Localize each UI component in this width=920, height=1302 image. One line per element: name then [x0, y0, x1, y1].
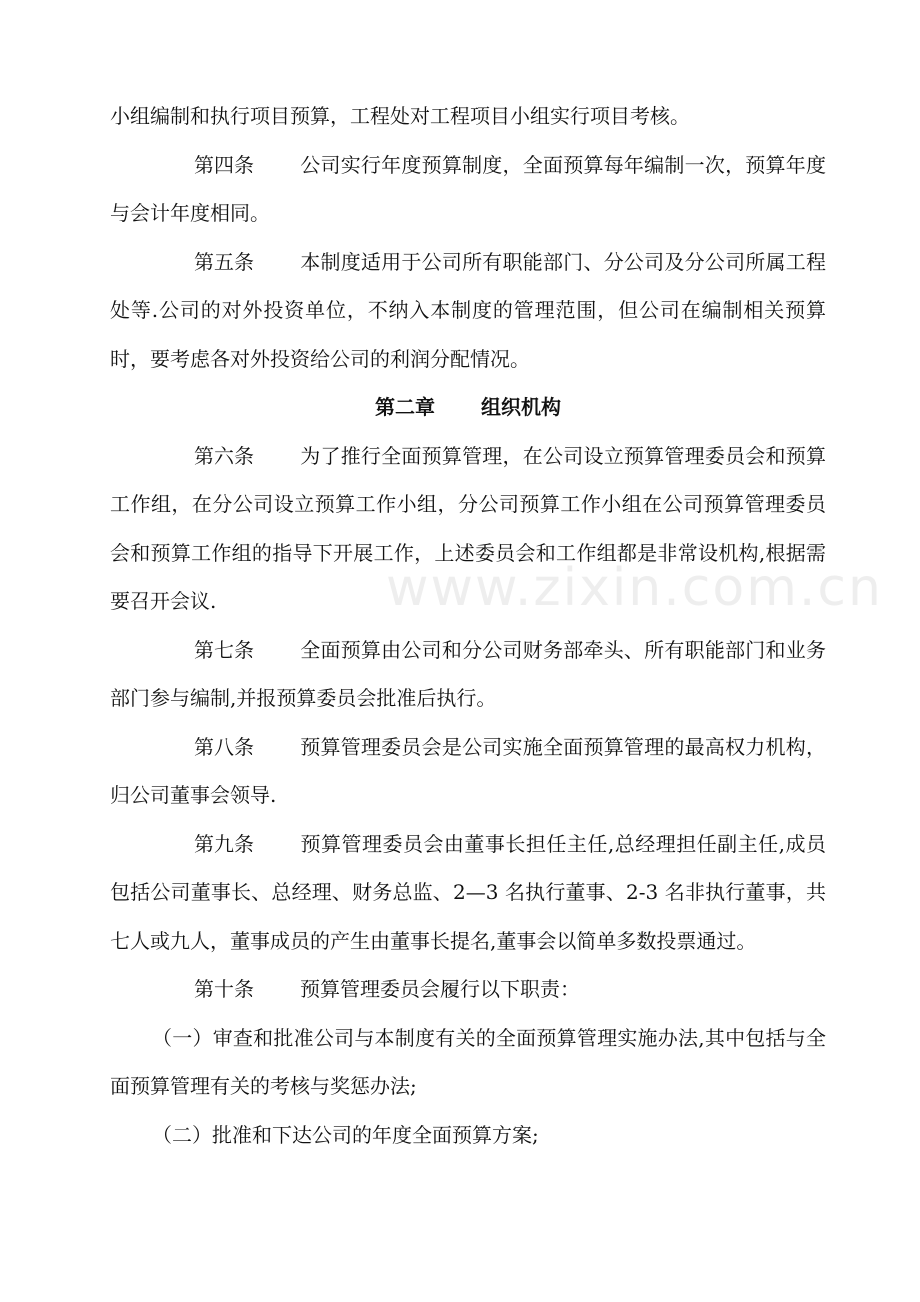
paragraph-continuation — [110, 92, 826, 141]
article-text: 为了推行全面预算管理，在公司设立预算管理委员会和预算工作组，在分公司设立预算工作小组，分公司预算工作小组在公司预算管理委员会和预算工作组的指导下开展工作，上述委员会和工作组都是非常设机构,根据需要召开会议. — [110, 443, 826, 613]
duty-item-2 — [110, 1111, 826, 1160]
article-number: 第十条 — [194, 977, 254, 1001]
article-number: 第八条 — [194, 734, 254, 759]
article-text: 全面预算由公司和分公司财务部牵头、所有职能部门和业务部门参与编制,并报预算委员会批准后执行。 — [110, 637, 826, 710]
article-5 — [110, 238, 826, 384]
article-8 — [110, 723, 826, 820]
article-number: 第五条 — [194, 249, 254, 274]
article-number: 第九条 — [194, 831, 254, 856]
duty-text: （一）审查和批准公司与本制度有关的全面预算管理实施办法,其中包括与全面预算管理有关的考核与奖惩办法; — [110, 1025, 826, 1098]
article-number: 第七条 — [194, 637, 254, 662]
article-7 — [110, 626, 826, 723]
article-number: 第六条 — [194, 443, 254, 468]
article-6 — [110, 432, 826, 626]
chapter-number: 第二章 — [375, 395, 435, 419]
article-9 — [110, 820, 826, 966]
duty-text: （二）批准和下达公司的年度全面预算方案; — [152, 1122, 539, 1147]
article-text: 公司实行年度预算制度，全面预算每年编制一次，预算年度与会计年度相同。 — [110, 152, 826, 225]
document-body — [110, 92, 826, 1159]
article-text: 预算管理委员会是公司实施全面预算管理的最高权力机构，归公司董事会领导. — [110, 734, 826, 807]
article-4 — [110, 141, 826, 238]
article-10 — [110, 965, 826, 1014]
article-text: 预算管理委员会履行以下职责： — [300, 977, 580, 1001]
chapter-heading — [110, 383, 826, 432]
article-text: 本制度适用于公司所有职能部门、分公司及分公司所属工程处等.公司的对外投资单位，不纳入本制度的管理范围，但公司在编制相关预算时，要考虑各对外投资给公司的利润分配情况。 — [110, 249, 826, 371]
chapter-title: 组织机构 — [481, 395, 561, 419]
duty-item-1 — [110, 1014, 826, 1111]
watermark: www.zixin.com.cn — [386, 558, 883, 618]
article-number: 第四条 — [194, 152, 254, 177]
article-text: 预算管理委员会由董事长担任主任,总经理担任副主任,成员包括公司董事长、总经理、财务总监、2—3 名执行董事、2-3 名非执行董事，共七人或九人，董事成员的产生由董事长提名,董事会以简单多数投票通过。 — [110, 831, 826, 953]
paragraph-text: 小组编制和执行项目预算，工程处对工程项目小组实行项目考核。 — [110, 104, 690, 128]
